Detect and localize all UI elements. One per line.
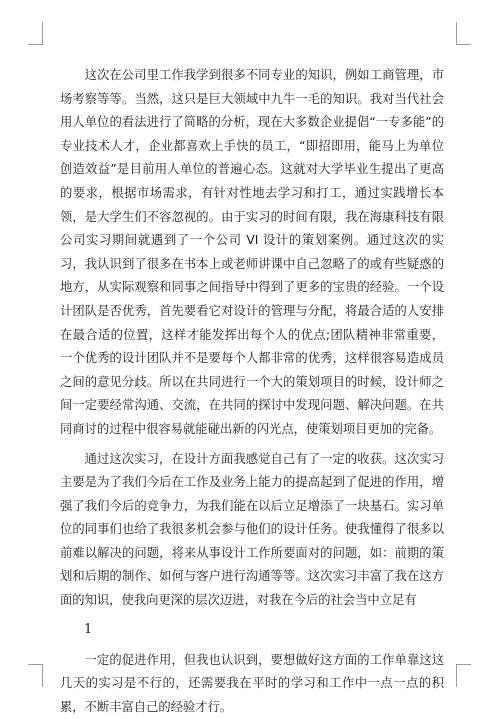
- crop-mark-top-left: [28, 22, 43, 45]
- crop-mark-bottom-right: [456, 664, 471, 687]
- page-number: 1: [84, 621, 93, 637]
- paragraph-design-gains: 通过这次实习，在设计方面我感觉自己有了一定的收获。这次实习主要是为了我们今后在工作及业务上能力的提高起到了促进的作用，增强了我们今后的竞争力，为我们能在以后立足增添了一块基石。实习单位的同事们也给了我很多机会参与他们的设计任务。使我懂得了很多以前难以解决的问题，将来从事设计工作所要面对的问题，如：前期的策划和后期的制作、如何与客户进行沟通等等。这次实习丰富了我在这方面的知识，使我向更深的层次迈进，对我在今后的社会当中立足有: [60, 451, 444, 608]
- crop-mark-bottom-left: [28, 664, 43, 687]
- paragraph-internship-learnings: 这次在公司里工作我学到很多不同专业的知识，例如工商管理，市场考察等等。当然，这只是巨大领域中九牛一毛的知识。我对当代社会用人单位的看法进行了简略的分析，现在大多数企业提倡“一专多能”的专业技术人才，企业都喜欢上手快的员工，“即招即用，能马上为单位创造效益”是目前用人单位的普遍心态。这就对大学毕业生提出了更高的要求，根据市场需求，有针对性地去学习和打工，通过实践增长本领，是大学生们不容忽视的。由于实习的时间有限，我在海康科技有限公司实习期间就遇到了一个公司 VI 设计的策划案例。通过这次的实习，我认识到了很多在书本上或老师讲课中自己忽略了的或有些疑惑的地方，从实际观察和同事之间指导中得到了更多的宝贵的经验。一个设计团队是否优秀，首先要看它对设计的管理与分配，将最合适的人安排在最合适的位置，这样才能发挥出每个人的优点;团队精神非常重要，一个优秀的设计团队并不是要每个人都非常的优秀，这样很容易造成员之间的意见分歧。所以在共同进行一个大的策划项目的时候，设计师之间一定要经常沟通、交流，在共同的探讨中发现问题、解决问题。在共同商讨的过程中很容易就能碰出新的闪光点，使策划项目更加的完备。: [60, 68, 444, 436]
- paragraph-conclusion: 一定的促进作用，但我也认识到，要想做好这方面的工作单靠这这几天的实习是不行的，还需要我在平时的学习和工作中一点一点的积累，不断丰富自己的经验才行。: [60, 652, 444, 714]
- crop-mark-top-right: [456, 22, 471, 45]
- document-body: [60, 64, 444, 719]
